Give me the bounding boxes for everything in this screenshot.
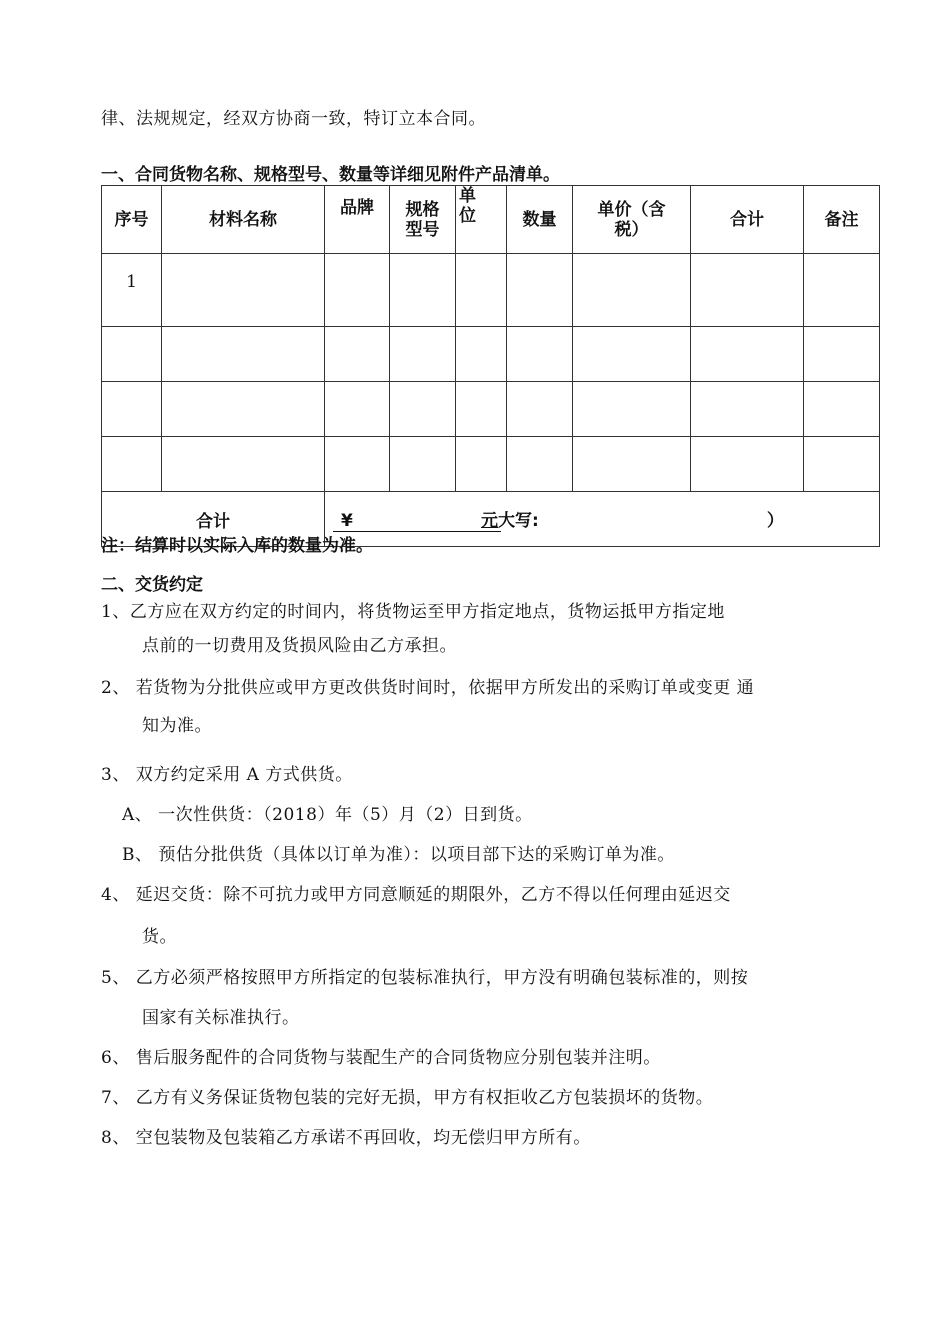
cell-seq bbox=[102, 382, 162, 437]
cell bbox=[325, 254, 390, 327]
cell bbox=[162, 382, 325, 437]
cell bbox=[456, 382, 507, 437]
close-paren: ） bbox=[766, 511, 784, 531]
item-7: 7、 乙方有义务保证货物包装的完好无损，甲方有权拒收乙方包装损坏的货物。 bbox=[101, 1088, 714, 1108]
goods-table bbox=[101, 185, 880, 547]
header-price-line2: 税） bbox=[614, 219, 649, 240]
item-2-line1: 2、 若货物为分批供应或甲方更改供货时间时，依据甲方所发出的采购订单或变更 通 bbox=[101, 678, 755, 698]
intro-line: 律、法规规定，经双方协商一致，特订立本合同。 bbox=[101, 109, 486, 129]
cell-seq: 1 bbox=[102, 254, 162, 327]
yen-symbol: ¥ bbox=[341, 511, 353, 531]
cell bbox=[162, 254, 325, 327]
cell bbox=[573, 327, 691, 382]
yuan-label: 元 bbox=[481, 511, 498, 531]
cell bbox=[691, 327, 804, 382]
cell bbox=[325, 327, 390, 382]
header-seq: 序号 bbox=[102, 186, 162, 254]
cell bbox=[390, 437, 456, 492]
cell bbox=[804, 254, 880, 327]
item-4-line1: 4、 延迟交货：除不可抗力或甲方同意顺延的期限外，乙方不得以任何理由延迟交 bbox=[101, 885, 731, 905]
header-spec-line1: 规格 bbox=[405, 199, 440, 220]
cell bbox=[507, 327, 573, 382]
header-name: 材料名称 bbox=[162, 186, 325, 254]
header-unit-line2: 位 bbox=[459, 206, 476, 226]
section1-title: 一、合同货物名称、规格型号、数量等详细见附件产品清单。 bbox=[101, 165, 560, 185]
cell bbox=[390, 327, 456, 382]
cell bbox=[390, 382, 456, 437]
header-spec-line2: 型号 bbox=[405, 219, 440, 240]
cell bbox=[456, 254, 507, 327]
cell bbox=[573, 382, 691, 437]
item-1-line1: 1、乙方应在双方约定的时间内，将货物运至甲方指定地点，货物运抵甲方指定地 bbox=[101, 602, 725, 622]
table-row bbox=[102, 327, 880, 382]
header-qty: 数量 bbox=[507, 186, 573, 254]
cell bbox=[804, 437, 880, 492]
cell bbox=[507, 254, 573, 327]
cell-seq bbox=[102, 327, 162, 382]
table-header-row bbox=[102, 186, 880, 254]
cell bbox=[691, 382, 804, 437]
item-8: 8、 空包装物及包装箱乙方承诺不再回收，均无偿归甲方所有。 bbox=[101, 1128, 591, 1148]
item-a: A、 一次性供货：（2018）年（5）月（2）日到货。 bbox=[122, 805, 533, 825]
cell bbox=[162, 437, 325, 492]
table-row bbox=[102, 254, 880, 327]
item-5-line1: 5、 乙方必须严格按照甲方所指定的包装标准执行，甲方没有明确包装标准的，则按 bbox=[101, 968, 749, 988]
cell bbox=[691, 254, 804, 327]
cell bbox=[804, 327, 880, 382]
item-2-line2: 知为准。 bbox=[142, 716, 212, 736]
item-6: 6、 售后服务配件的合同货物与装配生产的合同货物应分别包装并注明。 bbox=[101, 1048, 661, 1068]
cell-seq bbox=[102, 437, 162, 492]
total-amount bbox=[325, 492, 880, 547]
item-4-line2: 货。 bbox=[142, 927, 177, 947]
header-unit bbox=[456, 186, 507, 254]
table-row bbox=[102, 382, 880, 437]
item-5-line2: 国家有关标准执行。 bbox=[142, 1008, 300, 1028]
cell bbox=[573, 437, 691, 492]
cell bbox=[390, 254, 456, 327]
cell bbox=[804, 382, 880, 437]
cell bbox=[162, 327, 325, 382]
header-price bbox=[573, 186, 691, 254]
header-subtotal: 合计 bbox=[691, 186, 804, 254]
cell bbox=[456, 437, 507, 492]
section2-title: 二、交货约定 bbox=[101, 575, 203, 595]
cell bbox=[325, 382, 390, 437]
settlement-note: 注：结算时以实际入库的数量为准。 bbox=[101, 536, 373, 556]
item-b: B、 预估分批供货（具体以订单为准）：以项目部下达的采购订单为准。 bbox=[122, 845, 675, 865]
cell bbox=[507, 437, 573, 492]
header-remark: 备注 bbox=[804, 186, 880, 254]
cell bbox=[456, 327, 507, 382]
cell bbox=[573, 254, 691, 327]
header-price-line1: 单价（含 bbox=[597, 199, 666, 220]
cell bbox=[325, 437, 390, 492]
item-3: 3、 双方约定采用 A 方式供货。 bbox=[101, 765, 353, 785]
cell bbox=[507, 382, 573, 437]
item-1-line2: 点前的一切费用及货损风险由乙方承担。 bbox=[142, 636, 457, 656]
yen-amount-line bbox=[333, 511, 501, 532]
cell bbox=[691, 437, 804, 492]
capital-label: 大写: bbox=[498, 511, 539, 531]
header-brand: 品牌 bbox=[325, 186, 390, 254]
total-label: 合计 bbox=[102, 492, 325, 547]
table-row bbox=[102, 437, 880, 492]
header-unit-line1: 单 bbox=[459, 186, 476, 206]
header-spec bbox=[390, 186, 456, 254]
